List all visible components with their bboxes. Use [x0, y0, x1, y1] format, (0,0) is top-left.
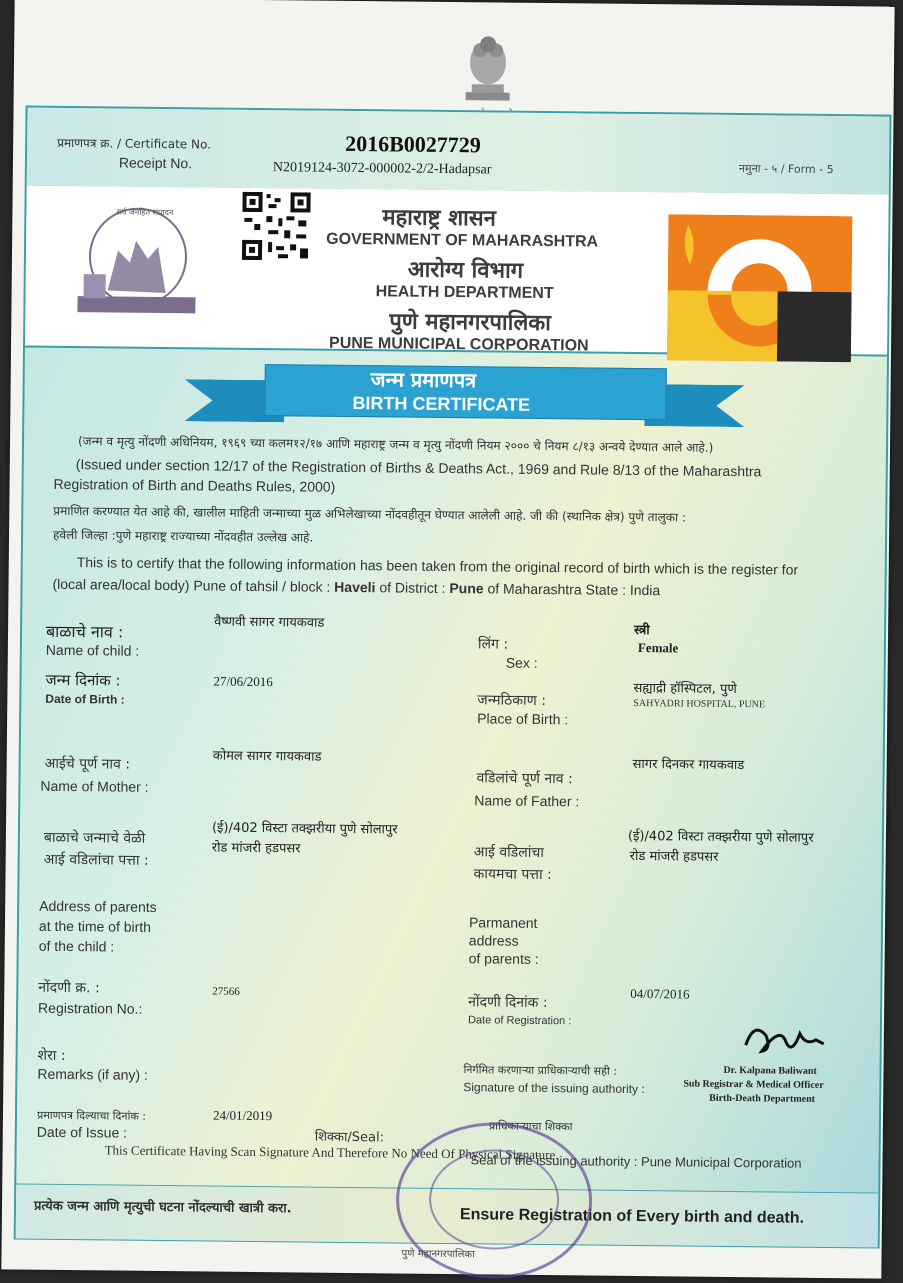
- issue-date-label-en: Date of Issue :: [36, 1123, 128, 1141]
- reg-no-value: 27566: [212, 985, 240, 998]
- addr-birth-label-en-3: of the child :: [38, 937, 115, 955]
- addr-perm-label-mr-2: कायमचा पत्ता :: [473, 866, 552, 884]
- dob-label-mr: जन्म दिनांक :: [45, 670, 121, 690]
- reg-date-label-mr: नोंदणी दिनांक :: [468, 994, 548, 1012]
- child-name-label-mr: बाळाचे नाव :: [45, 621, 124, 642]
- seal-bottom-text: पुणे महानगरपालिका: [95, 315, 154, 325]
- mother-label-en: Name of Mother :: [40, 777, 149, 795]
- reg-date-value: 04/07/2016: [630, 985, 690, 1002]
- sex-value-mr: स्त्री: [634, 622, 650, 639]
- remarks-label-en: Remarks (if any) :: [37, 1065, 148, 1083]
- child-name-value: वैष्णवी सागर गायकवाड: [214, 614, 325, 631]
- dob-label-en: Date of Birth :: [45, 691, 125, 707]
- pob-label-en: Place of Birth :: [477, 710, 569, 728]
- corp-name-en: PUNE MUNICIPAL CORPORATION: [328, 334, 589, 355]
- dept-name-en: HEALTH DEPARTMENT: [375, 283, 554, 303]
- footer-bottom-mr: पुणे महानगरपालिका: [401, 1248, 475, 1261]
- scan-note: This Certificate Having Scan Signature And Therefore No Need Of Physical Signature.: [104, 1142, 559, 1163]
- remarks-label-mr: शेरा :: [37, 1047, 66, 1065]
- intro-cert-mr-1: प्रमाणित करण्यात येत आहे की, खालील माहिती जन्माच्या मुळ अभिलेखाच्या नोंदवहीतून घेण्यात आलेली आहे. जी की (स्थानिक क्षेत्र) पुणे तालुका :: [53, 503, 687, 525]
- certificate-number: 2016B0027729: [345, 130, 481, 158]
- addr-perm-value-2: रोड मांजरी हडपसर: [629, 848, 719, 865]
- addr-perm-label-en-2: address: [468, 932, 519, 949]
- reg-date-label-en: Date of Registration :: [467, 1014, 572, 1028]
- pob-label-mr: जन्मठिकाण :: [477, 692, 547, 710]
- mother-value: कोमल सागर गायकवाड: [212, 748, 322, 765]
- authority-seal-mr: प्राधिकाऱ्याचा शिक्का: [488, 1119, 573, 1134]
- sex-value-en: Female: [637, 639, 679, 656]
- mother-label-mr: आईचे पूर्ण नाव :: [44, 755, 131, 773]
- authority-label-mr: निर्गमित करणाऱ्या प्राधिकाऱ्याची सही :: [463, 1063, 618, 1078]
- receipt-number: N2019124-3072-000002-2/2-Hadapsar: [272, 160, 492, 178]
- signature-icon: [740, 1015, 831, 1069]
- father-label-mr: वडिलांचे पूर्ण नाव :: [476, 770, 573, 788]
- title-en: BIRTH CERTIFICATE: [352, 392, 531, 415]
- intro-act-en-2: Registration of Birth and Deaths Rules, 2000): [53, 475, 336, 495]
- addr-perm-label-en-3: of parents :: [468, 950, 539, 967]
- father-value: सागर दिनकर गायकवाड: [632, 756, 745, 774]
- form-label: नमुना - ५ / Form - 5: [738, 162, 834, 177]
- qr-code-icon: [240, 190, 313, 263]
- footer-en: Ensure Registration of Every birth and death.: [459, 1206, 805, 1227]
- sex-label-en: Sex :: [505, 654, 538, 671]
- addr-birth-value-1: (ई)/402 विस्टा तक्झरीया पुणे सोलापुर: [211, 820, 398, 838]
- tahsil-value: Haveli: [334, 578, 376, 596]
- seal-label: शिक्का/Seal:: [314, 1129, 385, 1146]
- addr-birth-label-mr-1: बाळाचे जन्माचे वेळी: [43, 829, 146, 847]
- intro-cert-en-2c: of District :: [375, 579, 450, 597]
- intro-cert-en-1: This is to certify that the following information has been taken from the original record of birth which is the register for: [76, 554, 799, 578]
- father-label-en: Name of Father :: [474, 792, 580, 810]
- issuing-authority: Seal of the issuing authority : Pune Municipal Corporation: [470, 1152, 802, 1171]
- issue-date-value: 24/01/2019: [212, 1107, 273, 1124]
- intro-act-mr: (जन्म व मृत्यु नोंदणी अधिनियम, १९६९ च्या कलम१२/१७ आणि महाराष्ट्र जन्म व मृत्यु नोंदणी नियम २००० चे नियम ८/१३ अन्वये देण्यात आले आहे.): [77, 434, 714, 455]
- addr-perm-value-1: (ई)/402 विस्टा तक्झरीया पुणे सोलापुर: [627, 828, 814, 846]
- addr-birth-value-2: रोड मांजरी हडपसर: [211, 840, 301, 857]
- officer-title-2: Birth-Death Department: [709, 1092, 816, 1105]
- issue-date-label-mr: प्रमाणपत्र दिल्याचा दिनांक :: [36, 1108, 147, 1123]
- intro-act-en-1: (Issued under section 12/17 of the Registration of Births & Deaths Act., 1969 and Rule 8/13 of the Maharashtra: [75, 456, 762, 480]
- intro-cert-en-2e: of Maharashtra State : India: [483, 580, 661, 599]
- round-stamp-inner: [429, 1149, 560, 1250]
- footer-mr: प्रत्येक जन्म आणि मृत्युची घटना नोंदल्याची खात्री करा.: [33, 1198, 292, 1217]
- reg-no-label-mr: नोंदणी क्र. :: [38, 979, 100, 997]
- seal-top-text: सर्व जनहित संपादन: [116, 207, 174, 218]
- title-mr: जन्म प्रमाणपत्र: [370, 367, 477, 393]
- sex-label-mr: लिंग :: [477, 636, 509, 653]
- intro-cert-en-2: [52, 576, 660, 598]
- officer-name: Dr. Kalpana Baliwant: [723, 1064, 817, 1077]
- authority-label-en: Signature of the issuing authority :: [463, 1080, 645, 1097]
- pob-value-en: SAHYADRI HOSPITAL, PUNE: [633, 697, 766, 711]
- addr-perm-label-en-1: Parmanent: [468, 914, 538, 931]
- addr-perm-label-mr-1: आई वडिलांचा: [473, 844, 545, 862]
- officer-title-1: Sub Registrar & Medical Officer: [683, 1078, 824, 1091]
- gov-name-mr: महाराष्ट्र शासन: [382, 205, 497, 232]
- addr-birth-label-mr-2: आई वडिलांचा पत्ता :: [43, 851, 149, 869]
- receipt-no-label: Receipt No.: [118, 154, 193, 172]
- reg-no-label-en: Registration No.:: [38, 999, 143, 1017]
- corp-name-mr: पुणे महानगरपालिका: [389, 309, 552, 337]
- intro-cert-mr-2: हवेली जिल्हा :पुणे महाराष्ट्र राज्याच्या नोंदवहीत उल्लेख आहे.: [52, 527, 314, 545]
- addr-birth-label-en-2: at the time of birth: [38, 917, 152, 935]
- certificate-no-label: प्रमाणपत्र क्र. / Certificate No.: [57, 135, 212, 152]
- gov-name-en: GOVERNMENT OF MAHARASHTRA: [326, 230, 599, 251]
- intro-cert-en-2a: (local area/local body) Pune of tahsil / block :: [52, 575, 335, 595]
- pmc-seal-icon: [77, 200, 196, 327]
- addr-birth-label-en-1: Address of parents: [39, 897, 157, 915]
- certificate-paper: [1, 0, 894, 1279]
- dept-name-mr: आरोग्य विभाग: [407, 257, 524, 284]
- pmc-logo-icon: [667, 214, 853, 362]
- child-name-label-en: Name of child :: [45, 641, 140, 659]
- certificate-form: [14, 106, 892, 1249]
- district-value: Pune: [449, 580, 484, 597]
- pob-value-mr: सह्याद्री हॉस्पिटल, पुणे: [633, 680, 737, 698]
- dob-value: 27/06/2016: [213, 673, 273, 690]
